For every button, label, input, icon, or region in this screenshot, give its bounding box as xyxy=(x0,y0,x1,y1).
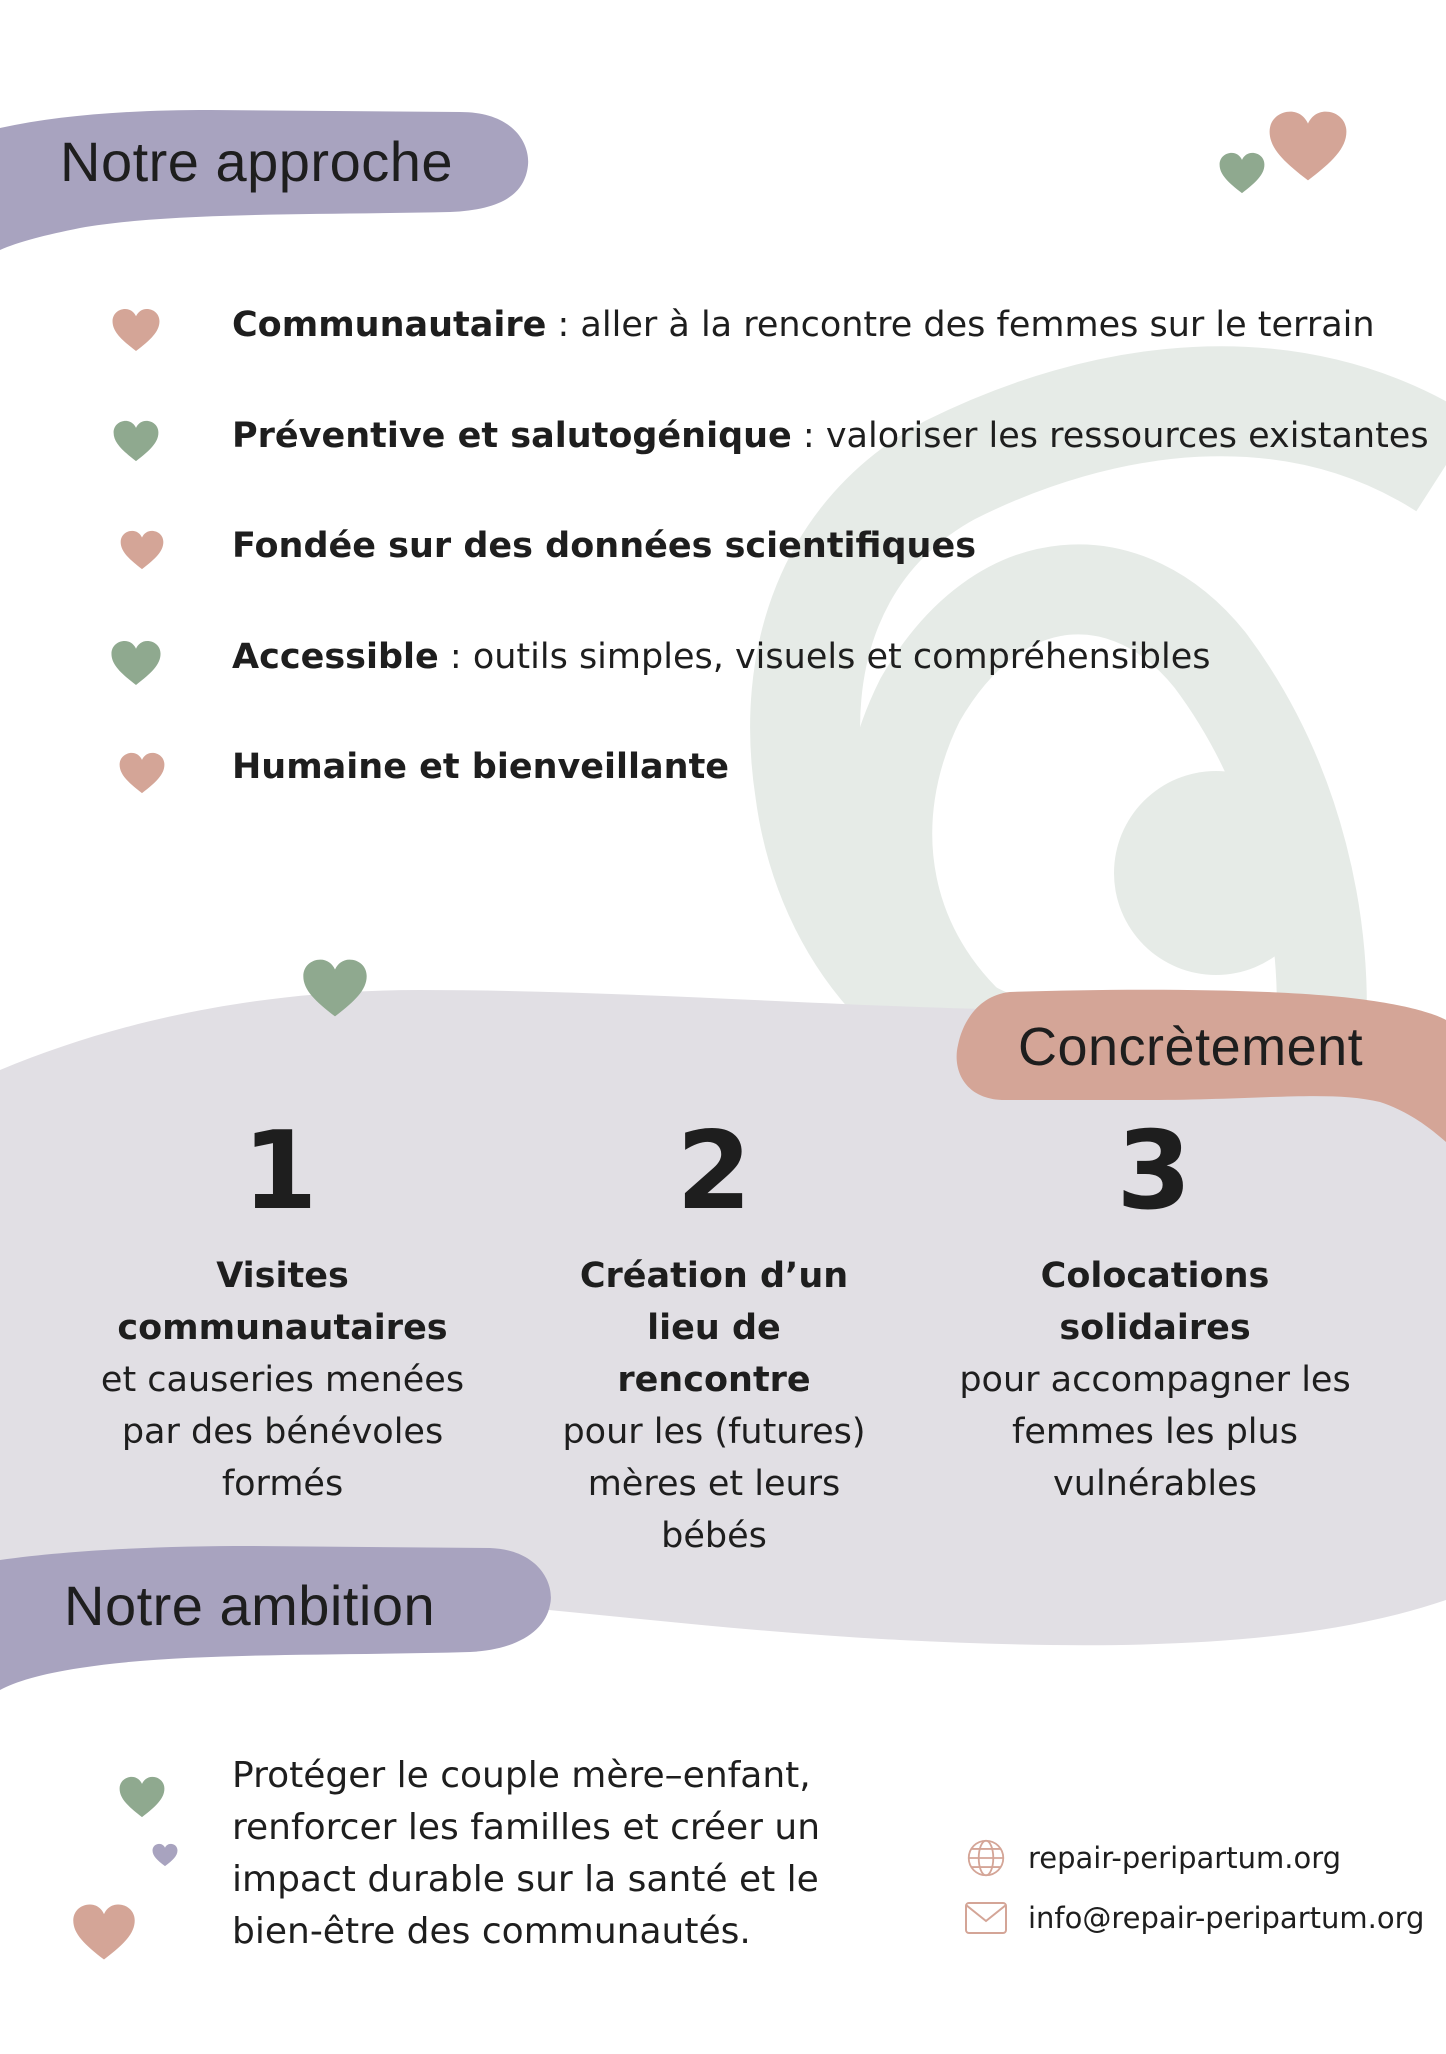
step-description xyxy=(945,1250,1365,1510)
step-title: Création d’un lieu de rencontre xyxy=(579,1256,849,1400)
heart-icon xyxy=(110,420,162,462)
approach-item-description: : outils simples, visuels et compréhensibles xyxy=(438,637,1211,677)
approach-item-communautaire xyxy=(232,304,1375,346)
approach-item-description: : valoriser les ressources existantes xyxy=(791,416,1429,456)
approach-item-label: Fondée sur des données scientifiques xyxy=(232,526,977,566)
approach-item-preventive xyxy=(232,415,1429,457)
heart-icon xyxy=(110,640,162,686)
website-link[interactable] xyxy=(964,1838,1341,1878)
logo-watermark-dot xyxy=(1114,771,1318,975)
approach-item-humaine xyxy=(232,746,729,788)
step-title: Visites communautaires xyxy=(117,1256,448,1348)
approach-item-label: Préventive et salutogénique xyxy=(232,416,792,456)
approach-item-accessible xyxy=(232,636,1211,678)
logo-watermark xyxy=(805,401,1446,1060)
envelope-icon xyxy=(964,1898,1008,1938)
step-description xyxy=(548,1250,880,1562)
heart-icon xyxy=(302,958,368,1018)
approche-title: Notre approche xyxy=(60,130,454,193)
step-detail: et causeries menées par des bénévoles formés xyxy=(100,1360,465,1504)
step-detail: pour les (futures) mères et leurs bébés xyxy=(562,1412,866,1556)
heart-icon xyxy=(72,1900,136,1964)
step-title: Colocations solidaires xyxy=(1040,1256,1270,1348)
website-label: repair-peripartum.org xyxy=(1028,1841,1342,1875)
globe-icon xyxy=(964,1838,1008,1878)
step-detail: pour accompagner les femmes les plus vulnérables xyxy=(959,1360,1351,1504)
heart-icon xyxy=(118,1776,166,1818)
step-number: 2 xyxy=(676,1109,752,1234)
email-label: info@repair-peripartum.org xyxy=(1028,1901,1425,1935)
concretement-title: Concrètement xyxy=(1018,1017,1364,1077)
approach-item-fondee xyxy=(232,525,976,567)
step-number: 1 xyxy=(242,1109,318,1234)
heart-icon xyxy=(1218,152,1266,194)
approach-item-label: Humaine et bienveillante xyxy=(232,747,730,787)
heart-icon xyxy=(152,1840,178,1870)
approach-item-label: Accessible xyxy=(232,637,439,677)
ambition-text: Protéger le couple mère–enfant, renforcer les familles et créer un impact durable sur la santé et le bien-être des communautés. xyxy=(232,1755,821,1952)
approach-item-description: : aller à la rencontre des femmes sur le terrain xyxy=(546,305,1375,345)
email-link[interactable] xyxy=(964,1898,1424,1938)
heart-icon xyxy=(118,752,166,794)
step-number: 3 xyxy=(1116,1109,1192,1234)
heart-icon xyxy=(1268,108,1348,184)
heart-icon xyxy=(110,308,162,352)
heart-icon xyxy=(118,530,166,570)
ambition-title: Notre ambition xyxy=(64,1574,436,1637)
approach-item-label: Communautaire xyxy=(232,305,547,345)
step-description xyxy=(90,1250,475,1510)
